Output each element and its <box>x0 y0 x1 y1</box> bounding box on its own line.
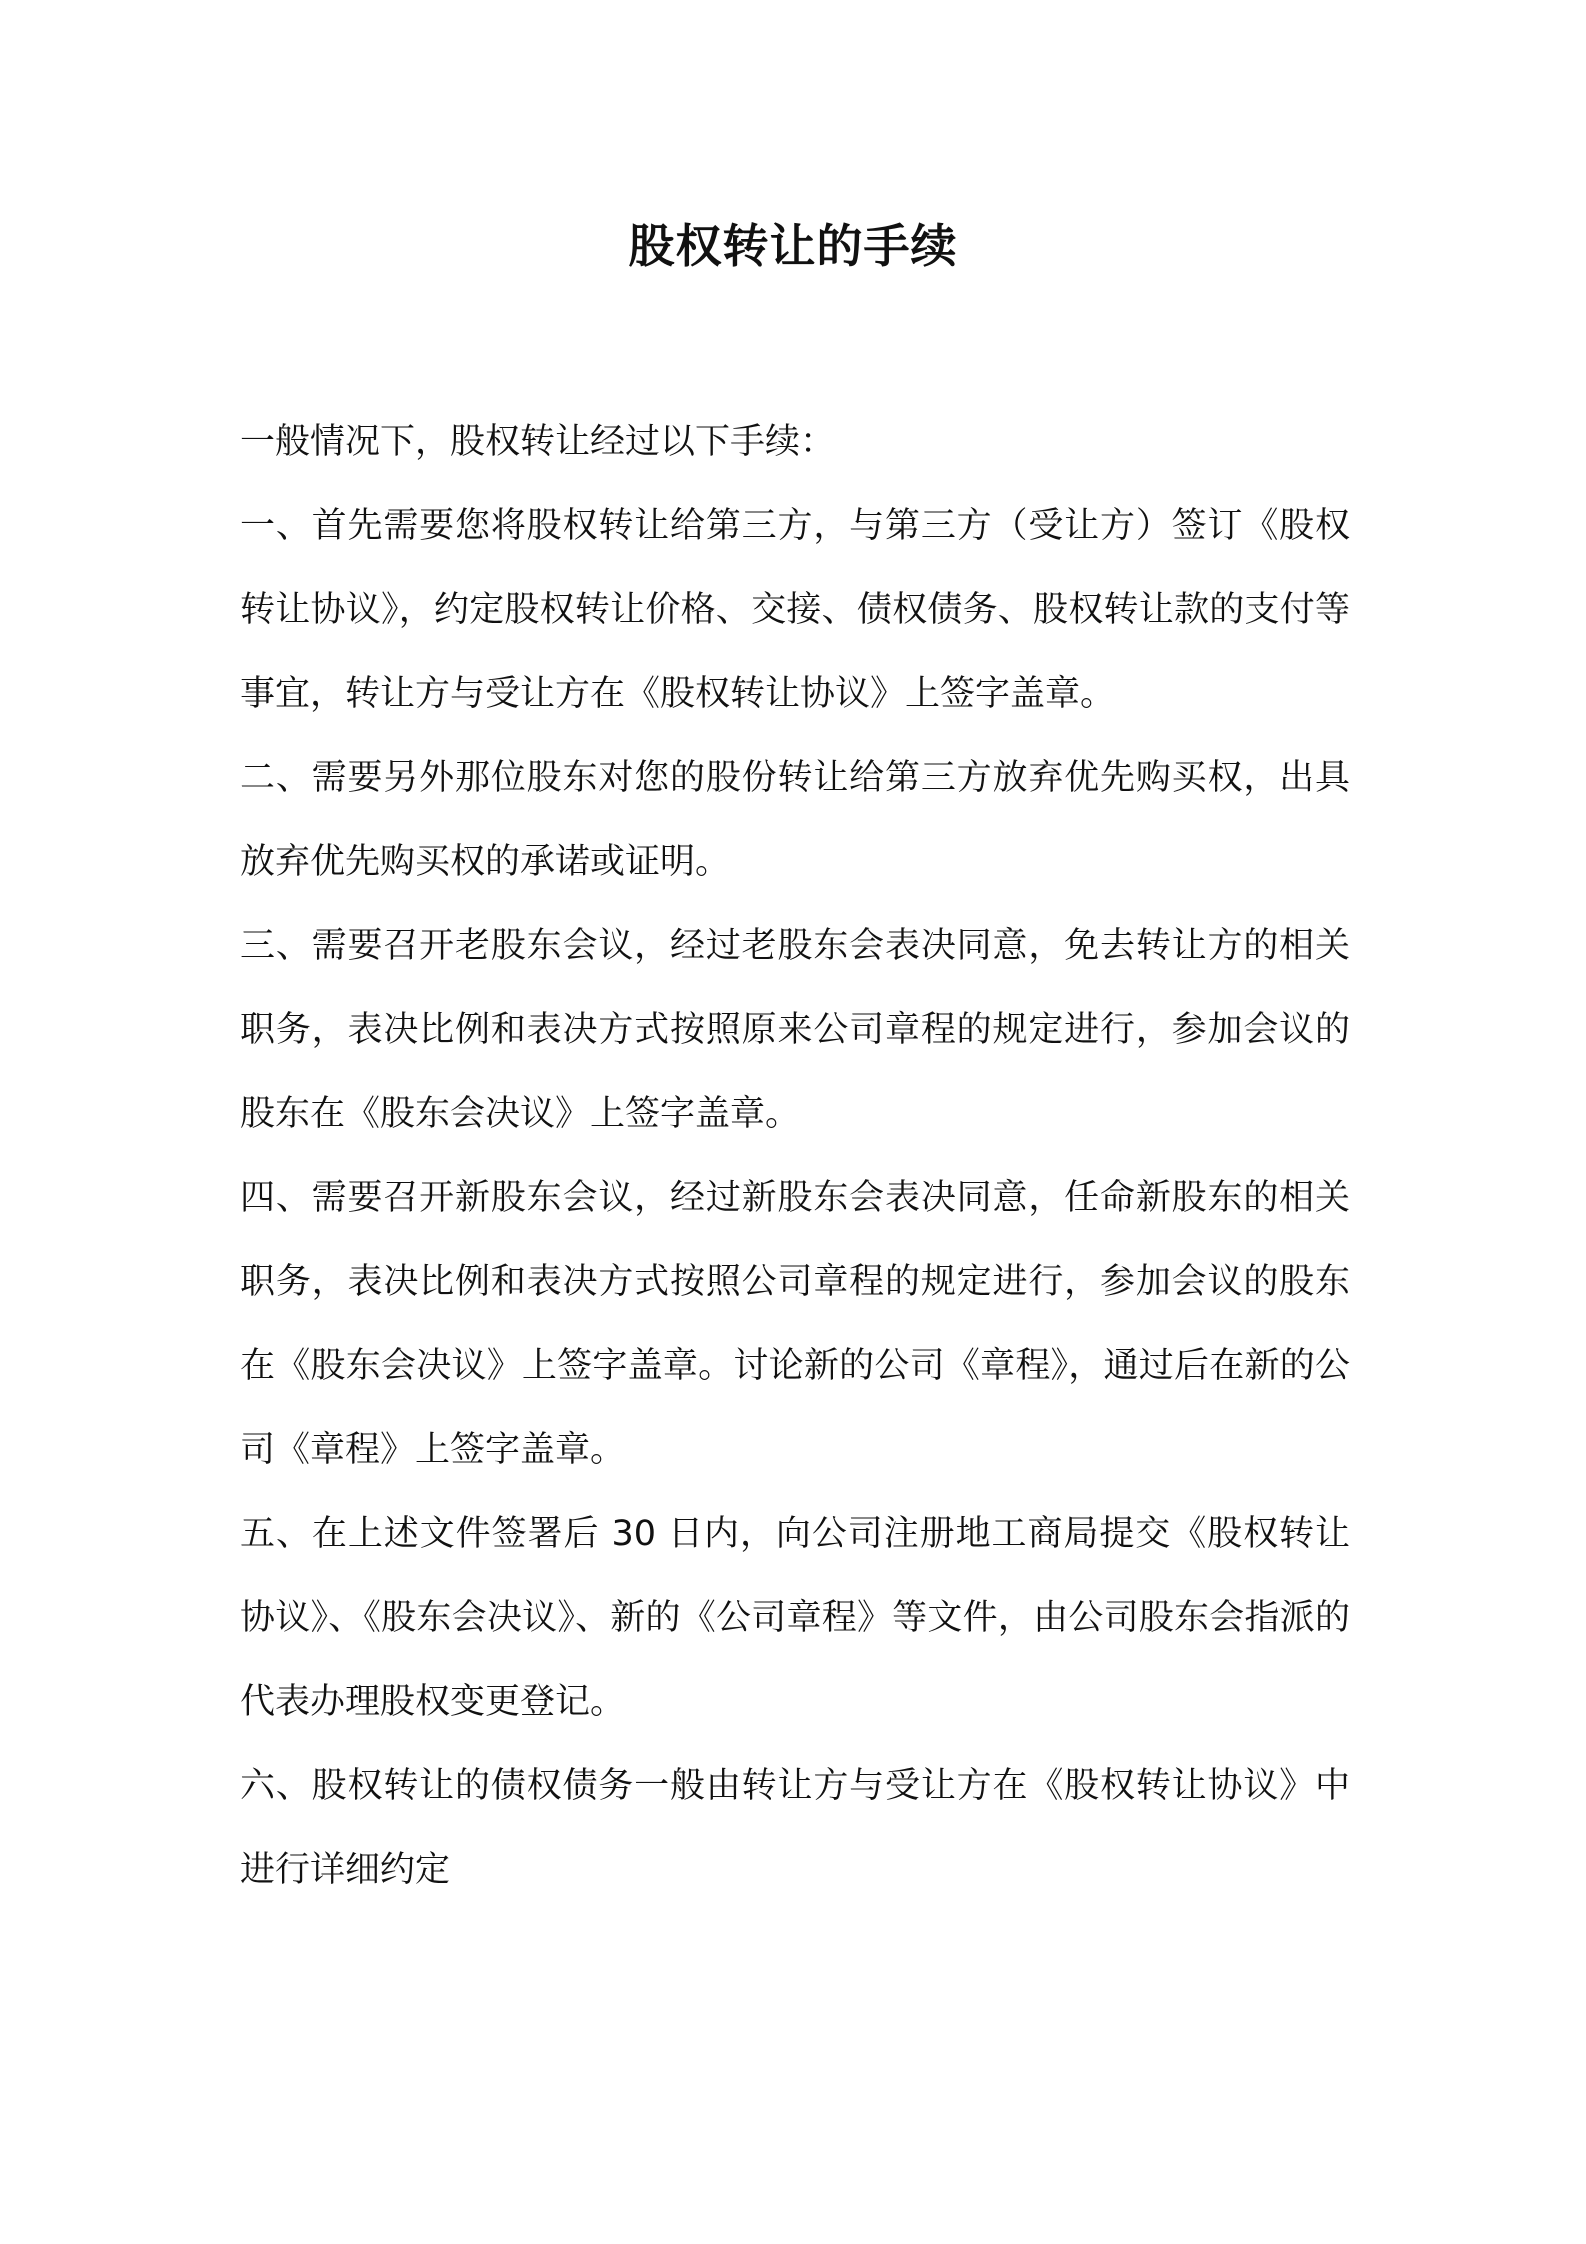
paragraph-intro: 一般情况下，股权转让经过以下手续： <box>240 422 836 462</box>
paragraph-step-6: 六、股权转让的债权债务一般由转让方与受让方在《股权转让协议》中进行详细约定 <box>240 1766 1350 1890</box>
paragraph-step-5: 五、在上述文件签署后 30 日内，向公司注册地工商局提交《股权转让协议》、《股东会决议》、新的《公司章程》等文件，由公司股东会指派的代表办理股权变更登记。 <box>240 1514 1350 1722</box>
paragraph-step-2: 二、需要另外那位股东对您的股份转让给第三方放弃优先购买权，出具放弃优先购买权的承诺或证明。 <box>240 758 1350 882</box>
paragraph-step-4: 四、需要召开新股东会议，经过新股东会表决同意，任命新股东的相关职务，表决比例和表决方式按照公司章程的规定进行，参加会议的股东在《股东会决议》上签字盖章。讨论新的公司《章程》，通过后在新的公司《章程》上签字盖章。 <box>240 1178 1350 1470</box>
paragraph-step-3: 三、需要召开老股东会议，经过老股东会表决同意，免去转让方的相关职务，表决比例和表决方式按照原来公司章程的规定进行，参加会议的股东在《股东会决议》上签字盖章。 <box>240 926 1350 1134</box>
document-title: 股权转让的手续 <box>628 219 958 273</box>
paragraph-step-1: 一、首先需要您将股权转让给第三方，与第三方（受让方）签订《股权转让协议》，约定股权转让价格、交接、债权债务、股权转让款的支付等事宜，转让方与受让方在《股权转让协议》上签字盖章。 <box>240 506 1350 714</box>
document-body <box>240 400 1350 1912</box>
